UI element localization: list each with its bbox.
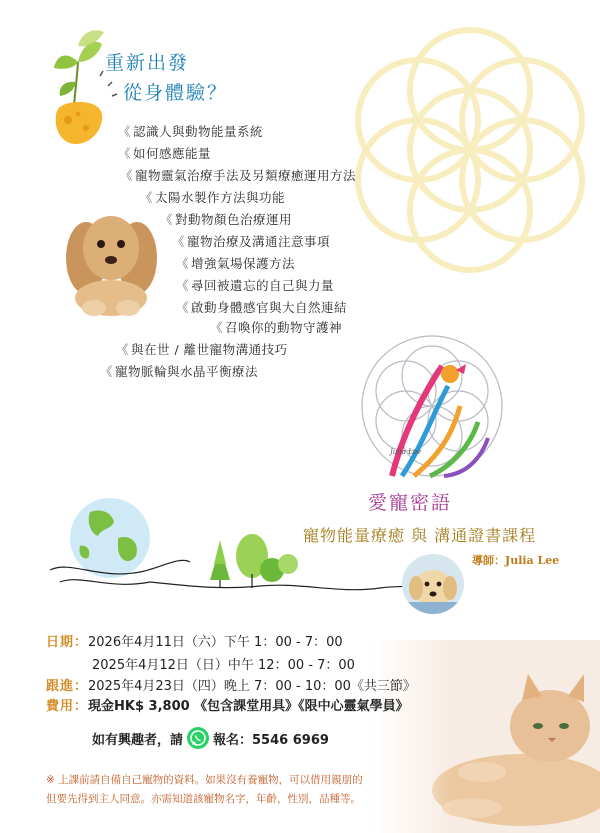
contact-phone[interactable]: 報名：5546 6969 — [213, 732, 329, 748]
brand-name: 愛寵密語 — [368, 492, 453, 514]
flower-of-life-background — [330, 0, 600, 300]
logo-signature: Julia Lee — [390, 448, 422, 456]
fee-label: 費用： — [46, 699, 89, 714]
footnote — [46, 771, 363, 809]
teacher-label: 導師： — [472, 554, 505, 567]
followup-value: 2025年4月23日（四）晚上 7：00 - 10：00《共三節》 — [88, 679, 416, 694]
date-label: 日期： — [46, 635, 89, 650]
topic-item: 《 尋回被遺忘的自己與力量 — [176, 278, 335, 293]
fee-row — [46, 695, 409, 714]
topic-item: 《 召喚你的動物守護神 — [210, 320, 343, 335]
date-value-1: 2026年4月11日（六）下午 1：00 - 7：00 — [88, 635, 343, 650]
heading-line-1: 重新出發 — [105, 52, 190, 74]
followup-row — [46, 675, 416, 694]
teacher-name: Julia Lee — [505, 554, 560, 567]
topic-item: 《 啟動身體感官與大自然連結 — [176, 300, 348, 315]
topic-item: 《 對動物顏色治療運用 — [160, 212, 293, 227]
topic-item: 《 太陽水製作方法與功能 — [140, 190, 286, 205]
footnote-line-2: 但要先得到主人同意。亦需知道該寵物名字，年齡，性別，品種等。 — [46, 793, 361, 805]
brand-logo — [352, 326, 512, 486]
topic-item: 《 寵物靈氣治療手法及另類療癒運用方法 — [120, 168, 357, 183]
followup-label: 跟進： — [46, 679, 89, 694]
date-value-2: 2025年4月12日（日）中午 12：00 - 7：00 — [92, 658, 355, 673]
golden-puppy-photo — [402, 554, 464, 614]
heading-line-2: 從身體驗？ — [123, 82, 229, 104]
earth-and-trees-illustration — [40, 490, 460, 610]
cocker-spaniel-photo — [64, 198, 159, 318]
teacher-line — [472, 552, 559, 568]
contact-line — [92, 727, 329, 749]
orange-cat-photo — [372, 640, 600, 833]
heading — [105, 48, 228, 108]
topic-item: 《 寵物治療及溝通注意事項 — [172, 234, 331, 249]
topic-item: 《 如何感應能量 — [118, 146, 212, 161]
topic-item: 《 增強氣場保護方法 — [176, 256, 296, 271]
course-title: 寵物能量療癒 與 溝通證書課程 — [303, 526, 537, 545]
fee-value: 現金HK$ 3,800 《包含課堂用具》《限中心靈氣學員》 — [88, 699, 409, 714]
footnote-line-1: ※ 上課前請自備自己寵物的資料。如果沒有養寵物，可以借用親朋的 — [46, 774, 363, 786]
topic-item: 《 與在世 / 離世寵物溝通技巧 — [116, 342, 288, 357]
topic-item: 《 認識人與動物能量系統 — [118, 124, 264, 139]
contact-prefix: 如有興趣者，請 — [92, 732, 184, 748]
whatsapp-icon[interactable] — [187, 727, 209, 749]
date-row-1 — [46, 631, 343, 650]
date-row-2 — [92, 654, 355, 673]
topic-item: 《 寵物脈輪與水晶平衡療法 — [100, 364, 259, 379]
